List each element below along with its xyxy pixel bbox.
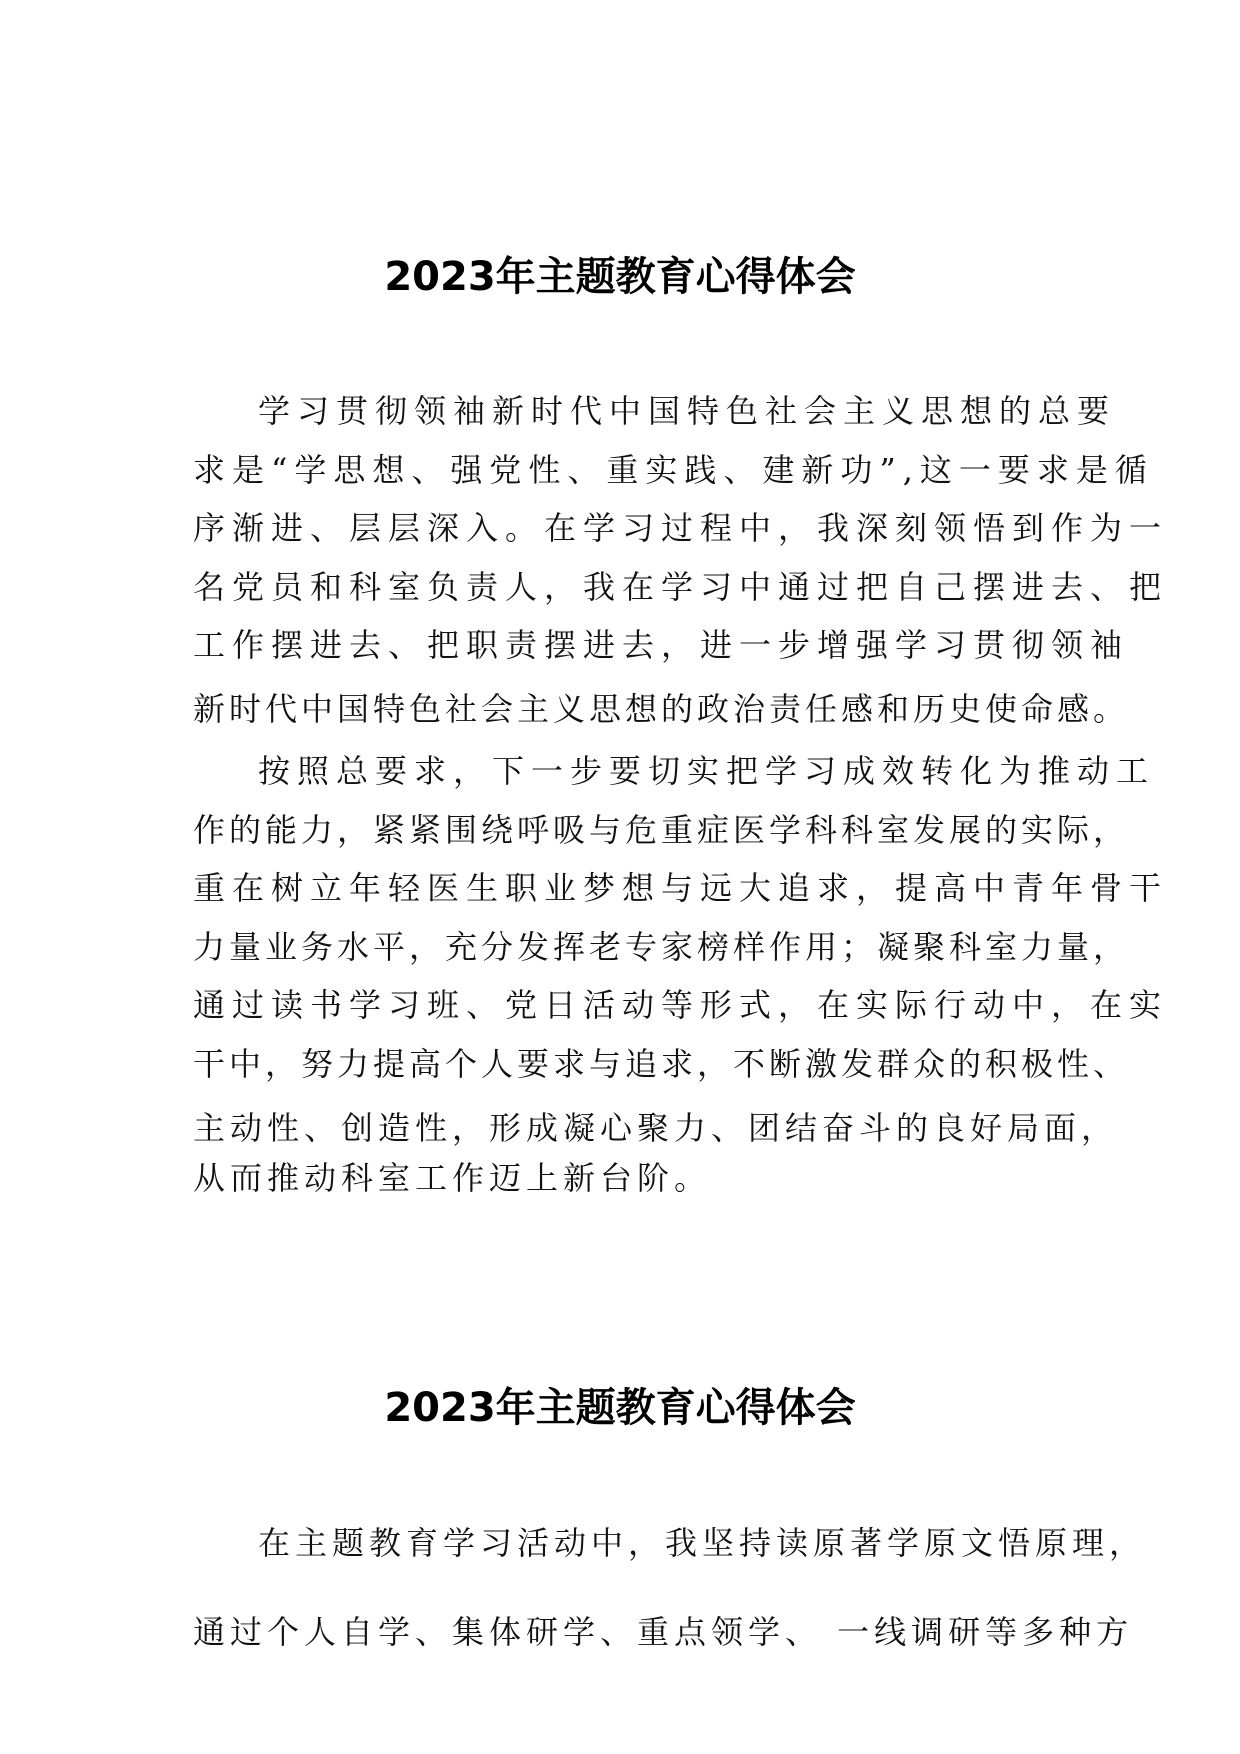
section-1-paragraph-2-line-8: 从而推动科室工作迈上新台阶。 <box>193 1159 712 1197</box>
section-1-paragraph-1-line-1: 学习贯彻领袖新时代中国特色社会主义思想的总要 <box>258 392 1117 430</box>
section-1-paragraph-1-line-4: 名党员和科室负责人，我在学习中通过把自己摆进去、把 <box>193 568 1169 606</box>
section-1-paragraph-1-line-2: 求是“学思想、强党性、重实践、建新功”,这一要求是循 <box>193 451 1154 489</box>
section-1-paragraph-1-line-6: 新时代中国特色社会主义思想的政治责任感和历史使命感。 <box>193 690 1130 728</box>
section-2-paragraph-1-line-2: 通过个人自学、集体研学、重点领学、 一线调研等多种方 <box>193 1613 1134 1651</box>
section-1-paragraph-1-line-5: 工作摆进去、把职责摆进去，进一步增强学习贯彻领袖 <box>193 626 1130 664</box>
section-1-paragraph-2-line-5: 通过读书学习班、党日活动等形式，在实际行动中，在实 <box>193 986 1169 1024</box>
section-1-paragraph-2-line-3: 重在树立年轻医生职业梦想与远大追求，提高中青年骨干 <box>193 869 1169 907</box>
section-1-paragraph-2-line-7: 主动性、创造性，形成凝心聚力、团结奋斗的良好局面， <box>193 1109 1119 1147</box>
section-1-paragraph-2-line-2: 作的能力，紧紧围绕呼吸与危重症医学科科室发展的实际， <box>193 811 1130 849</box>
section-1-paragraph-2-line-6: 干中，努力提高个人要求与追求，不断激发群众的积极性、 <box>193 1045 1130 1083</box>
section-1-paragraph-1-line-3: 序渐进、层层深入。在学习过程中，我深刻领悟到作为一 <box>193 509 1169 547</box>
section-2-title: 2023年主题教育心得体会 <box>384 1385 856 1431</box>
section-1-paragraph-2-line-1: 按照总要求，下一步要切实把学习成效转化为推动工 <box>258 752 1156 790</box>
section-1-title: 2023年主题教育心得体会 <box>384 254 856 300</box>
section-1-paragraph-2-line-4: 力量业务水平，充分发挥老专家榜样作用；凝聚科室力量， <box>193 928 1130 966</box>
section-2-paragraph-1-line-1: 在主题教育学习活动中，我坚持读原著学原文悟原理， <box>258 1524 1147 1562</box>
